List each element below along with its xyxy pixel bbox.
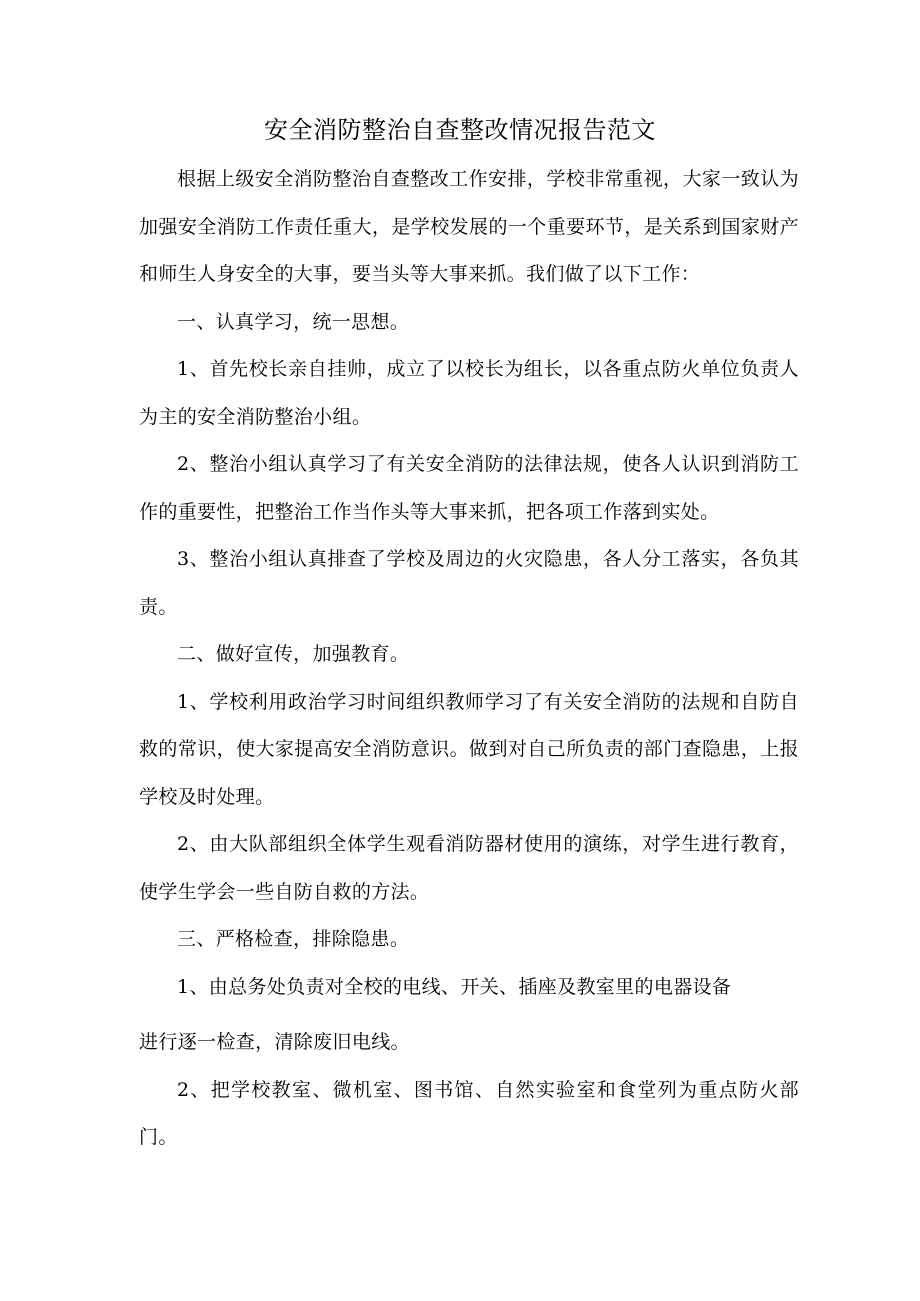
list-item-1-2: 2、整治小组认真学习了有关安全消防的法律法规，使各人认识到消防工作的重要性，把整治工作当作头等大事来抓，把各项工作落到实处。 — [139, 453, 799, 523]
list-item-1-3: 3、整治小组认真排查了学校及周边的火灾隐患，各人分工落实，各负其责。 — [139, 548, 799, 618]
section-heading-2: 二、做好宣传，加强教育。 — [177, 643, 410, 665]
list-item-1-1: 1、首先校长亲自挂帅，成立了以校长为组长，以各重点防火单位负责人为主的安全消防整治小组。 — [139, 358, 799, 428]
section-heading-3: 三、严格检查，排除隐患。 — [177, 928, 410, 950]
list-item-2-1: 1、学校利用政治学习时间组织教师学习了有关安全消防的法规和自防自救的常识，使大家提高安全消防意识。做到对自己所负责的部门查隐患，上报学校及时处理。 — [139, 690, 799, 808]
list-item-2-2: 2、由大队部组织全体学生观看消防器材使用的演练，对学生进行教育，使学生学会一些自防自救的方法。 — [139, 833, 799, 903]
document-body — [139, 156, 799, 1162]
list-item-3-1: 1、由总务处负责对全校的电线、开关、插座及教室里的电器设备 — [177, 975, 732, 998]
intro-paragraph: 根据上级安全消防整治自查整改工作安排，学校非常重视，大家一致认为加强安全消防工作责任重大，是学校发展的一个重要环节，是关系到国家财产和师生人身安全的大事，要当头等大事来抓。我们做了以下工作： — [139, 168, 799, 285]
list-item-3-1-continued: 进行逐一检查，清除废旧电线。 — [139, 1031, 410, 1053]
document-title: 安全消防整治自查整改情况报告范文 — [264, 116, 656, 144]
list-item-3-2: 2、把学校教室、微机室、图书馆、自然实验室和食堂列为重点防火部门。 — [139, 1078, 799, 1148]
section-heading-1: 一、认真学习，统一思想。 — [177, 310, 410, 333]
